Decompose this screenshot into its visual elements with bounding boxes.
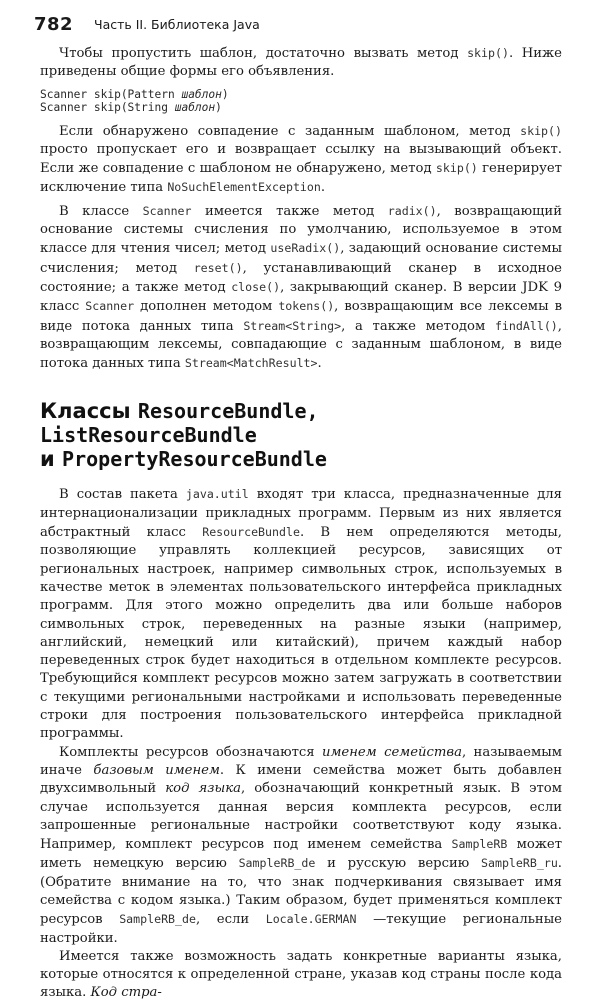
paragraph-scanner-methods: В классе Scanner имеется также метод radix(), возвращающий основание системы счисления по умолчанию, используемое в этом классе для чтения чисел; метод useRadix(), задающий основание системы счисления; метод reset(), устанавливающий сканер в исходное состояние; а также метод close(), закрывающий сканер. В версии JDK 9 класс Scanner дополнен методом tokens(), возвращающим все лексемы в виде потока данных типа Stream<String>, а также методом findAll(), возвращающим лексемы, совпадающие с заданным шаблоном, в виде потока данных типа Stream<MatchResult>.: [40, 203, 563, 372]
code-line: Scanner skip(Pattern шаблон): [40, 87, 229, 101]
inline-code: skip(): [467, 46, 509, 60]
section-heading: Классы ResourceBundle, ListResourceBundle и PropertyResourceBundle: [40, 399, 327, 472]
paragraph-family-name: Комплекты ресурсов обозначаются именем семейства, называемым иначе базовым именем. К имени семейства может быть добавлен двухсимвольный код языка, обозначающий конкретный язык. В этом случае используется данная версия комплекта ресурсов, если запрошенные региональные настройки соответствуют коду языка. Например, комплект ресурсов под именем семейства SampleRB может иметь немецкую версию SampleRB_de и русскую версию SampleRB_ru. (Обратите внимание на то, что знак подчеркивания связывает имя семейства с кодом языка.) Таким образом, будет применяться комплект ресурсов SampleRB_de, если Locale.GERMAN —текущие региональные настройки.: [40, 744, 562, 946]
page-content: [40, 44, 562, 1003]
code-line: Scanner skip(String шаблон): [40, 100, 222, 114]
paragraph-resource-bundle-intro: В состав пакета java.util входят три класса, предназначенные для интернационализации прикладных программ. Первым из них является абстрактный класс ResourceBundle. В нем определяются методы, позволяющие управлять коллекцией ресурсов, зависящих от региональных настроек, например символьных строк, используемых в качестве меток в элементах пользовательского интерфейса прикладных программ. Для этого можно определить два или больше наборов символьных строк, переведенных на разные языки (например, английский, немецкий или китайский), причем каждый набор переведенных строк будет находиться в отдельном комплекте ресурсов. Требующийся комплект ресурсов можно затем загружать в соответствии с текущими региональными настройками и использовать переведенные строки для построения пользовательского интерфейса прикладной программы.: [40, 487, 562, 742]
paragraph-skip-intro: Чтобы пропустить шаблон, достаточно вызвать метод skip(). Ниже приведены общие формы его объявления.: [40, 46, 562, 80]
paragraph-country-code: Имеется также возможность задать конкретные варианты языка, которые относятся к определенной стране, указав код страны после кода языка. Код стра-: [40, 948, 562, 1001]
page-number: 782: [34, 14, 74, 35]
code-block: [40, 88, 562, 114]
running-head: Часть II. Библиотека Java: [94, 17, 260, 32]
paragraph-skip-behavior: Если обнаружено совпадение с заданным шаблоном, метод skip() просто пропускает его и возвращает ссылку на вызывающий объект. Если же совпадение с шаблоном не обнаружено, метод skip() генерирует исключение типа NoSuchElementException.: [40, 123, 562, 196]
page-header: [34, 12, 574, 38]
